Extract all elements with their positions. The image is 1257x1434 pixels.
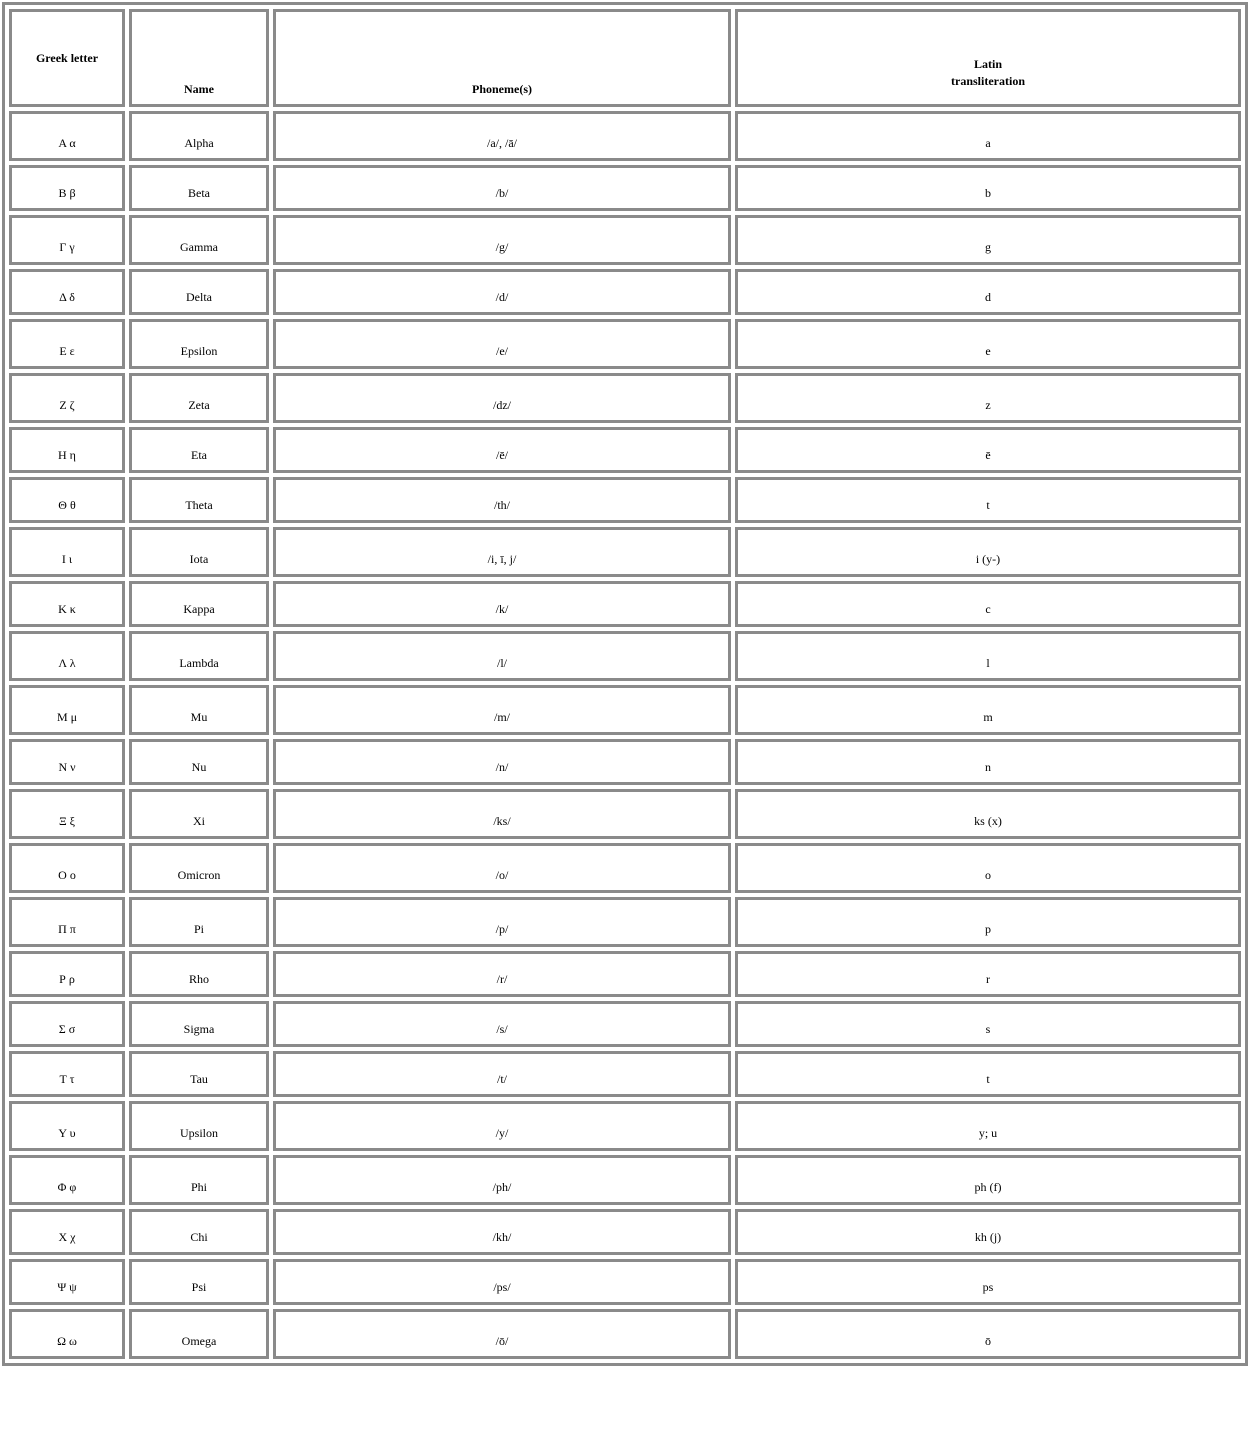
cell-name: Pi (129, 897, 269, 947)
header-greek-letter: Greek letter (9, 9, 125, 107)
header-name: Name (129, 9, 269, 107)
table-row (9, 1309, 1241, 1359)
cell-name: Kappa (129, 581, 269, 627)
cell-latin: n (735, 739, 1241, 785)
cell-latin: y; u (735, 1101, 1241, 1151)
table-body (9, 111, 1241, 1359)
cell-name: Mu (129, 685, 269, 735)
table-row (9, 1209, 1241, 1255)
cell-name: Eta (129, 427, 269, 473)
cell-name: Psi (129, 1259, 269, 1305)
cell-name: Epsilon (129, 319, 269, 369)
cell-phoneme: /ph/ (273, 1155, 731, 1205)
table-row (9, 215, 1241, 265)
cell-name: Omega (129, 1309, 269, 1359)
cell-phoneme: /k/ (273, 581, 731, 627)
cell-phoneme: /ks/ (273, 789, 731, 839)
greek-alphabet-table (2, 2, 1248, 1366)
cell-latin: c (735, 581, 1241, 627)
cell-phoneme: /y/ (273, 1101, 731, 1151)
table-row (9, 897, 1241, 947)
cell-phoneme: /kh/ (273, 1209, 731, 1255)
cell-phoneme: /o/ (273, 843, 731, 893)
table-row (9, 427, 1241, 473)
cell-name: Omicron (129, 843, 269, 893)
cell-phoneme: /m/ (273, 685, 731, 735)
cell-name: Beta (129, 165, 269, 211)
cell-phoneme: /g/ (273, 215, 731, 265)
cell-latin: g (735, 215, 1241, 265)
cell-phoneme: /p/ (273, 897, 731, 947)
cell-latin: ō (735, 1309, 1241, 1359)
cell-greek-letter: Α α (9, 111, 125, 161)
cell-latin: kh (j) (735, 1209, 1241, 1255)
cell-name: Upsilon (129, 1101, 269, 1151)
cell-name: Lambda (129, 631, 269, 681)
cell-greek-letter: Γ γ (9, 215, 125, 265)
cell-greek-letter: Μ μ (9, 685, 125, 735)
cell-phoneme: /ō/ (273, 1309, 731, 1359)
cell-latin: d (735, 269, 1241, 315)
cell-name: Delta (129, 269, 269, 315)
cell-name: Nu (129, 739, 269, 785)
cell-greek-letter: Π π (9, 897, 125, 947)
table-row (9, 631, 1241, 681)
header-latin-line1: Latin (973, 57, 1002, 71)
cell-latin: t (735, 477, 1241, 523)
cell-greek-letter: Φ φ (9, 1155, 125, 1205)
cell-phoneme: /s/ (273, 1001, 731, 1047)
cell-phoneme: /t/ (273, 1051, 731, 1097)
table-row (9, 1155, 1241, 1205)
cell-name: Iota (129, 527, 269, 577)
cell-latin: ps (735, 1259, 1241, 1305)
cell-greek-letter: Θ θ (9, 477, 125, 523)
cell-phoneme: /d/ (273, 269, 731, 315)
cell-latin: ks (x) (735, 789, 1241, 839)
cell-latin: z (735, 373, 1241, 423)
cell-greek-letter: Ζ ζ (9, 373, 125, 423)
cell-name: Xi (129, 789, 269, 839)
cell-phoneme: /e/ (273, 319, 731, 369)
cell-phoneme: /r/ (273, 951, 731, 997)
table-row (9, 581, 1241, 627)
cell-greek-letter: Χ χ (9, 1209, 125, 1255)
cell-greek-letter: Λ λ (9, 631, 125, 681)
table-row (9, 111, 1241, 161)
cell-latin: b (735, 165, 1241, 211)
table-row (9, 951, 1241, 997)
table-row (9, 373, 1241, 423)
table-row (9, 319, 1241, 369)
cell-name: Chi (129, 1209, 269, 1255)
cell-phoneme: /i, ī, j/ (273, 527, 731, 577)
table-row (9, 1051, 1241, 1097)
cell-phoneme: /dz/ (273, 373, 731, 423)
cell-greek-letter: Τ τ (9, 1051, 125, 1097)
table-row (9, 685, 1241, 735)
table-row (9, 1001, 1241, 1047)
cell-greek-letter: Σ σ (9, 1001, 125, 1047)
table-row (9, 527, 1241, 577)
cell-greek-letter: Ε ε (9, 319, 125, 369)
cell-latin: l (735, 631, 1241, 681)
cell-latin: ph (f) (735, 1155, 1241, 1205)
cell-name: Alpha (129, 111, 269, 161)
cell-greek-letter: Β β (9, 165, 125, 211)
cell-phoneme: /th/ (273, 477, 731, 523)
cell-latin: i (y-) (735, 527, 1241, 577)
cell-phoneme: /b/ (273, 165, 731, 211)
cell-greek-letter: Δ δ (9, 269, 125, 315)
cell-latin: r (735, 951, 1241, 997)
table-row (9, 843, 1241, 893)
table-row (9, 1259, 1241, 1305)
cell-greek-letter: Υ υ (9, 1101, 125, 1151)
cell-name: Gamma (129, 215, 269, 265)
cell-phoneme: /l/ (273, 631, 731, 681)
cell-greek-letter: Ω ω (9, 1309, 125, 1359)
cell-name: Tau (129, 1051, 269, 1097)
cell-greek-letter: Ο ο (9, 843, 125, 893)
cell-name: Phi (129, 1155, 269, 1205)
table-row (9, 789, 1241, 839)
header-latin-transliteration (735, 9, 1241, 107)
header-latin-line2: transliteration (951, 74, 1025, 88)
cell-phoneme: /ē/ (273, 427, 731, 473)
cell-latin: o (735, 843, 1241, 893)
table-row (9, 477, 1241, 523)
cell-latin: a (735, 111, 1241, 161)
table-row (9, 739, 1241, 785)
table-row (9, 165, 1241, 211)
table-row (9, 269, 1241, 315)
cell-phoneme: /ps/ (273, 1259, 731, 1305)
cell-latin: ē (735, 427, 1241, 473)
cell-greek-letter: Ν ν (9, 739, 125, 785)
cell-latin: t (735, 1051, 1241, 1097)
cell-greek-letter: Ξ ξ (9, 789, 125, 839)
cell-phoneme: /a/, /ā/ (273, 111, 731, 161)
cell-latin: e (735, 319, 1241, 369)
cell-latin: p (735, 897, 1241, 947)
cell-latin: s (735, 1001, 1241, 1047)
cell-greek-letter: Η η (9, 427, 125, 473)
cell-greek-letter: Κ κ (9, 581, 125, 627)
table-row (9, 1101, 1241, 1151)
cell-phoneme: /n/ (273, 739, 731, 785)
cell-name: Sigma (129, 1001, 269, 1047)
header-row (9, 9, 1241, 107)
cell-greek-letter: Ι ι (9, 527, 125, 577)
cell-name: Rho (129, 951, 269, 997)
cell-greek-letter: Ρ ρ (9, 951, 125, 997)
cell-name: Theta (129, 477, 269, 523)
cell-latin: m (735, 685, 1241, 735)
cell-name: Zeta (129, 373, 269, 423)
cell-greek-letter: Ψ ψ (9, 1259, 125, 1305)
header-phoneme: Phoneme(s) (273, 9, 731, 107)
